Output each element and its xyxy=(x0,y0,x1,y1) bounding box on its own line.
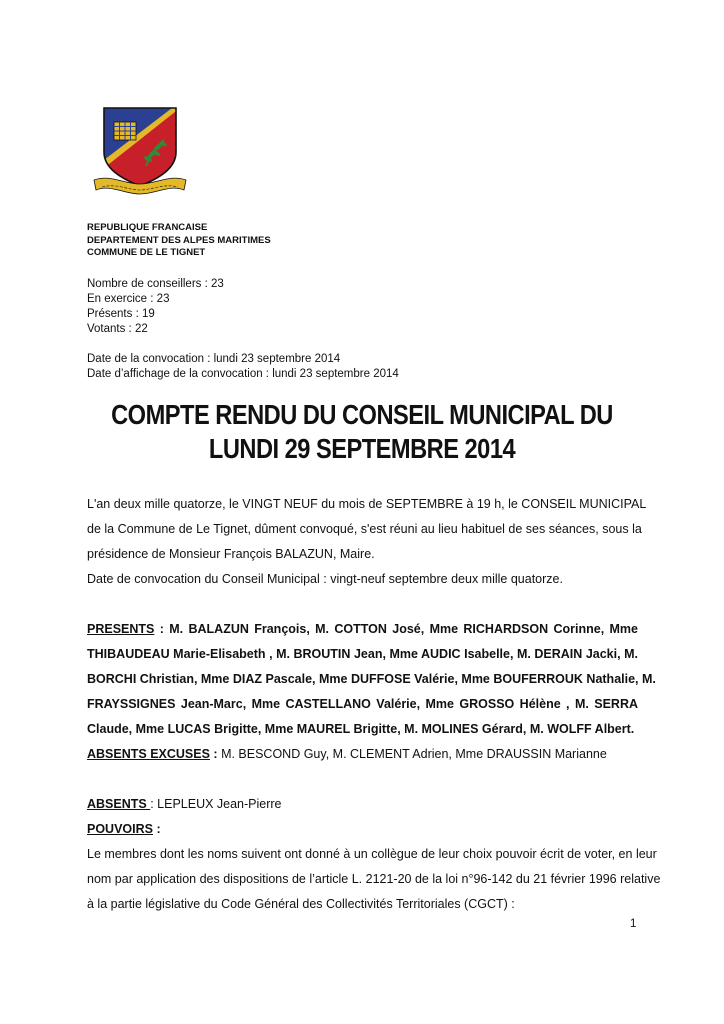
absents-names: : LEPLEUX Jean-Pierre xyxy=(150,797,282,811)
administrative-header xyxy=(87,222,271,260)
stat-votants: Votants : 22 xyxy=(87,323,148,335)
stat-presents: Présents : 19 xyxy=(87,308,155,320)
stat-exercice: En exercice : 23 xyxy=(87,293,170,305)
header-commune: COMMUNE DE LE TIGNET xyxy=(87,247,206,258)
absents-pouvoirs-section xyxy=(87,792,661,917)
presents-line-3: BORCHI Christian, Mme DIAZ Pascale, Mme DUFFOSE Valérie, Mme BOUFERROUK Nathalie, M. xyxy=(87,672,656,686)
intro-paragraph xyxy=(87,492,647,592)
pouvoirs-heading xyxy=(87,817,638,842)
absents-excuses-names: M. BESCOND Guy, M. CLEMENT Adrien, Mme DRAUSSIN Marianne xyxy=(221,747,607,761)
date-convocation: Date de la convocation : lundi 23 septembre 2014 xyxy=(87,353,341,365)
presents-line-1 xyxy=(87,617,638,642)
pouvoirs-line-1: Le membres dont les noms suivent ont donné à un collègue de leur choix pouvoir écrit de voter, en leur xyxy=(87,847,657,861)
absents-excuses-colon: : xyxy=(209,747,222,761)
pouvoirs-label: POUVOIRS xyxy=(87,822,153,836)
presents-line-1-text: : M. BALAZUN François, M. COTTON José, Mme RICHARDSON Corinne, Mme xyxy=(154,622,638,636)
intro-line-4: Date de convocation du Conseil Municipal : vingt-neuf septembre deux mille quatorze. xyxy=(87,572,563,586)
title-line-2: LUNDI 29 SEPTEMBRE 2014 xyxy=(208,433,516,464)
intro-line-1: L'an deux mille quatorze, le VINGT NEUF du mois de SEPTEMBRE à 19 h, le CONSEIL MUNICIPAL xyxy=(87,497,647,511)
document-title xyxy=(102,398,621,466)
title-line-1: COMPTE RENDU DU CONSEIL MUNICIPAL DU xyxy=(111,399,613,430)
presents-section xyxy=(87,617,656,767)
convocation-dates xyxy=(87,352,399,382)
presents-label: PRESENTS xyxy=(87,622,155,636)
presents-line-4: FRAYSSIGNES Jean-Marc, Mme CASTELLANO Valérie, Mme GROSSO Hélène , M. SERRA xyxy=(87,697,638,711)
intro-line-3: présidence de Monsieur François BALAZUN, Maire. xyxy=(87,547,375,561)
pouvoirs-line-3: à la partie législative du Code Général des Collectivités Territoriales (CGCT) : xyxy=(87,897,515,911)
page-number: 1 xyxy=(630,918,637,930)
presents-line-5: Claude, Mme LUCAS Brigitte, Mme MAUREL Brigitte, M. MOLINES Gérard, M. WOLFF Albert. xyxy=(87,722,635,736)
coat-of-arms-icon xyxy=(90,104,190,196)
council-stats xyxy=(87,277,224,337)
pouvoirs-colon: : xyxy=(153,822,161,836)
intro-line-2: de la Commune de Le Tignet, dûment convoqué, s'est réuni au lieu habituel de ses séances, sous la xyxy=(87,522,642,536)
absents-label: ABSENTS xyxy=(87,797,151,811)
header-department: DEPARTEMENT DES ALPES MARITIMES xyxy=(87,234,271,246)
header-republic: REPUBLIQUE FRANCAISE xyxy=(87,222,208,233)
stat-conseillers: Nombre de conseillers : 23 xyxy=(87,278,224,290)
absents-line xyxy=(87,792,638,817)
date-affichage: Date d’affichage de la convocation : lundi 23 septembre 2014 xyxy=(87,368,399,380)
pouvoirs-line-2: nom par application des dispositions de l’article L. 2121-20 de la loi n°96-142 du 21 février 1996 relative xyxy=(87,872,661,886)
absents-excuses-line xyxy=(87,742,638,767)
pouvoirs-paragraph xyxy=(87,842,661,917)
presents-line-2: THIBAUDEAU Marie-Elisabeth , M. BROUTIN Jean, Mme AUDIC Isabelle, M. DERAIN Jacki, M. xyxy=(87,647,638,661)
absents-excuses-label: ABSENTS EXCUSES xyxy=(87,747,210,761)
